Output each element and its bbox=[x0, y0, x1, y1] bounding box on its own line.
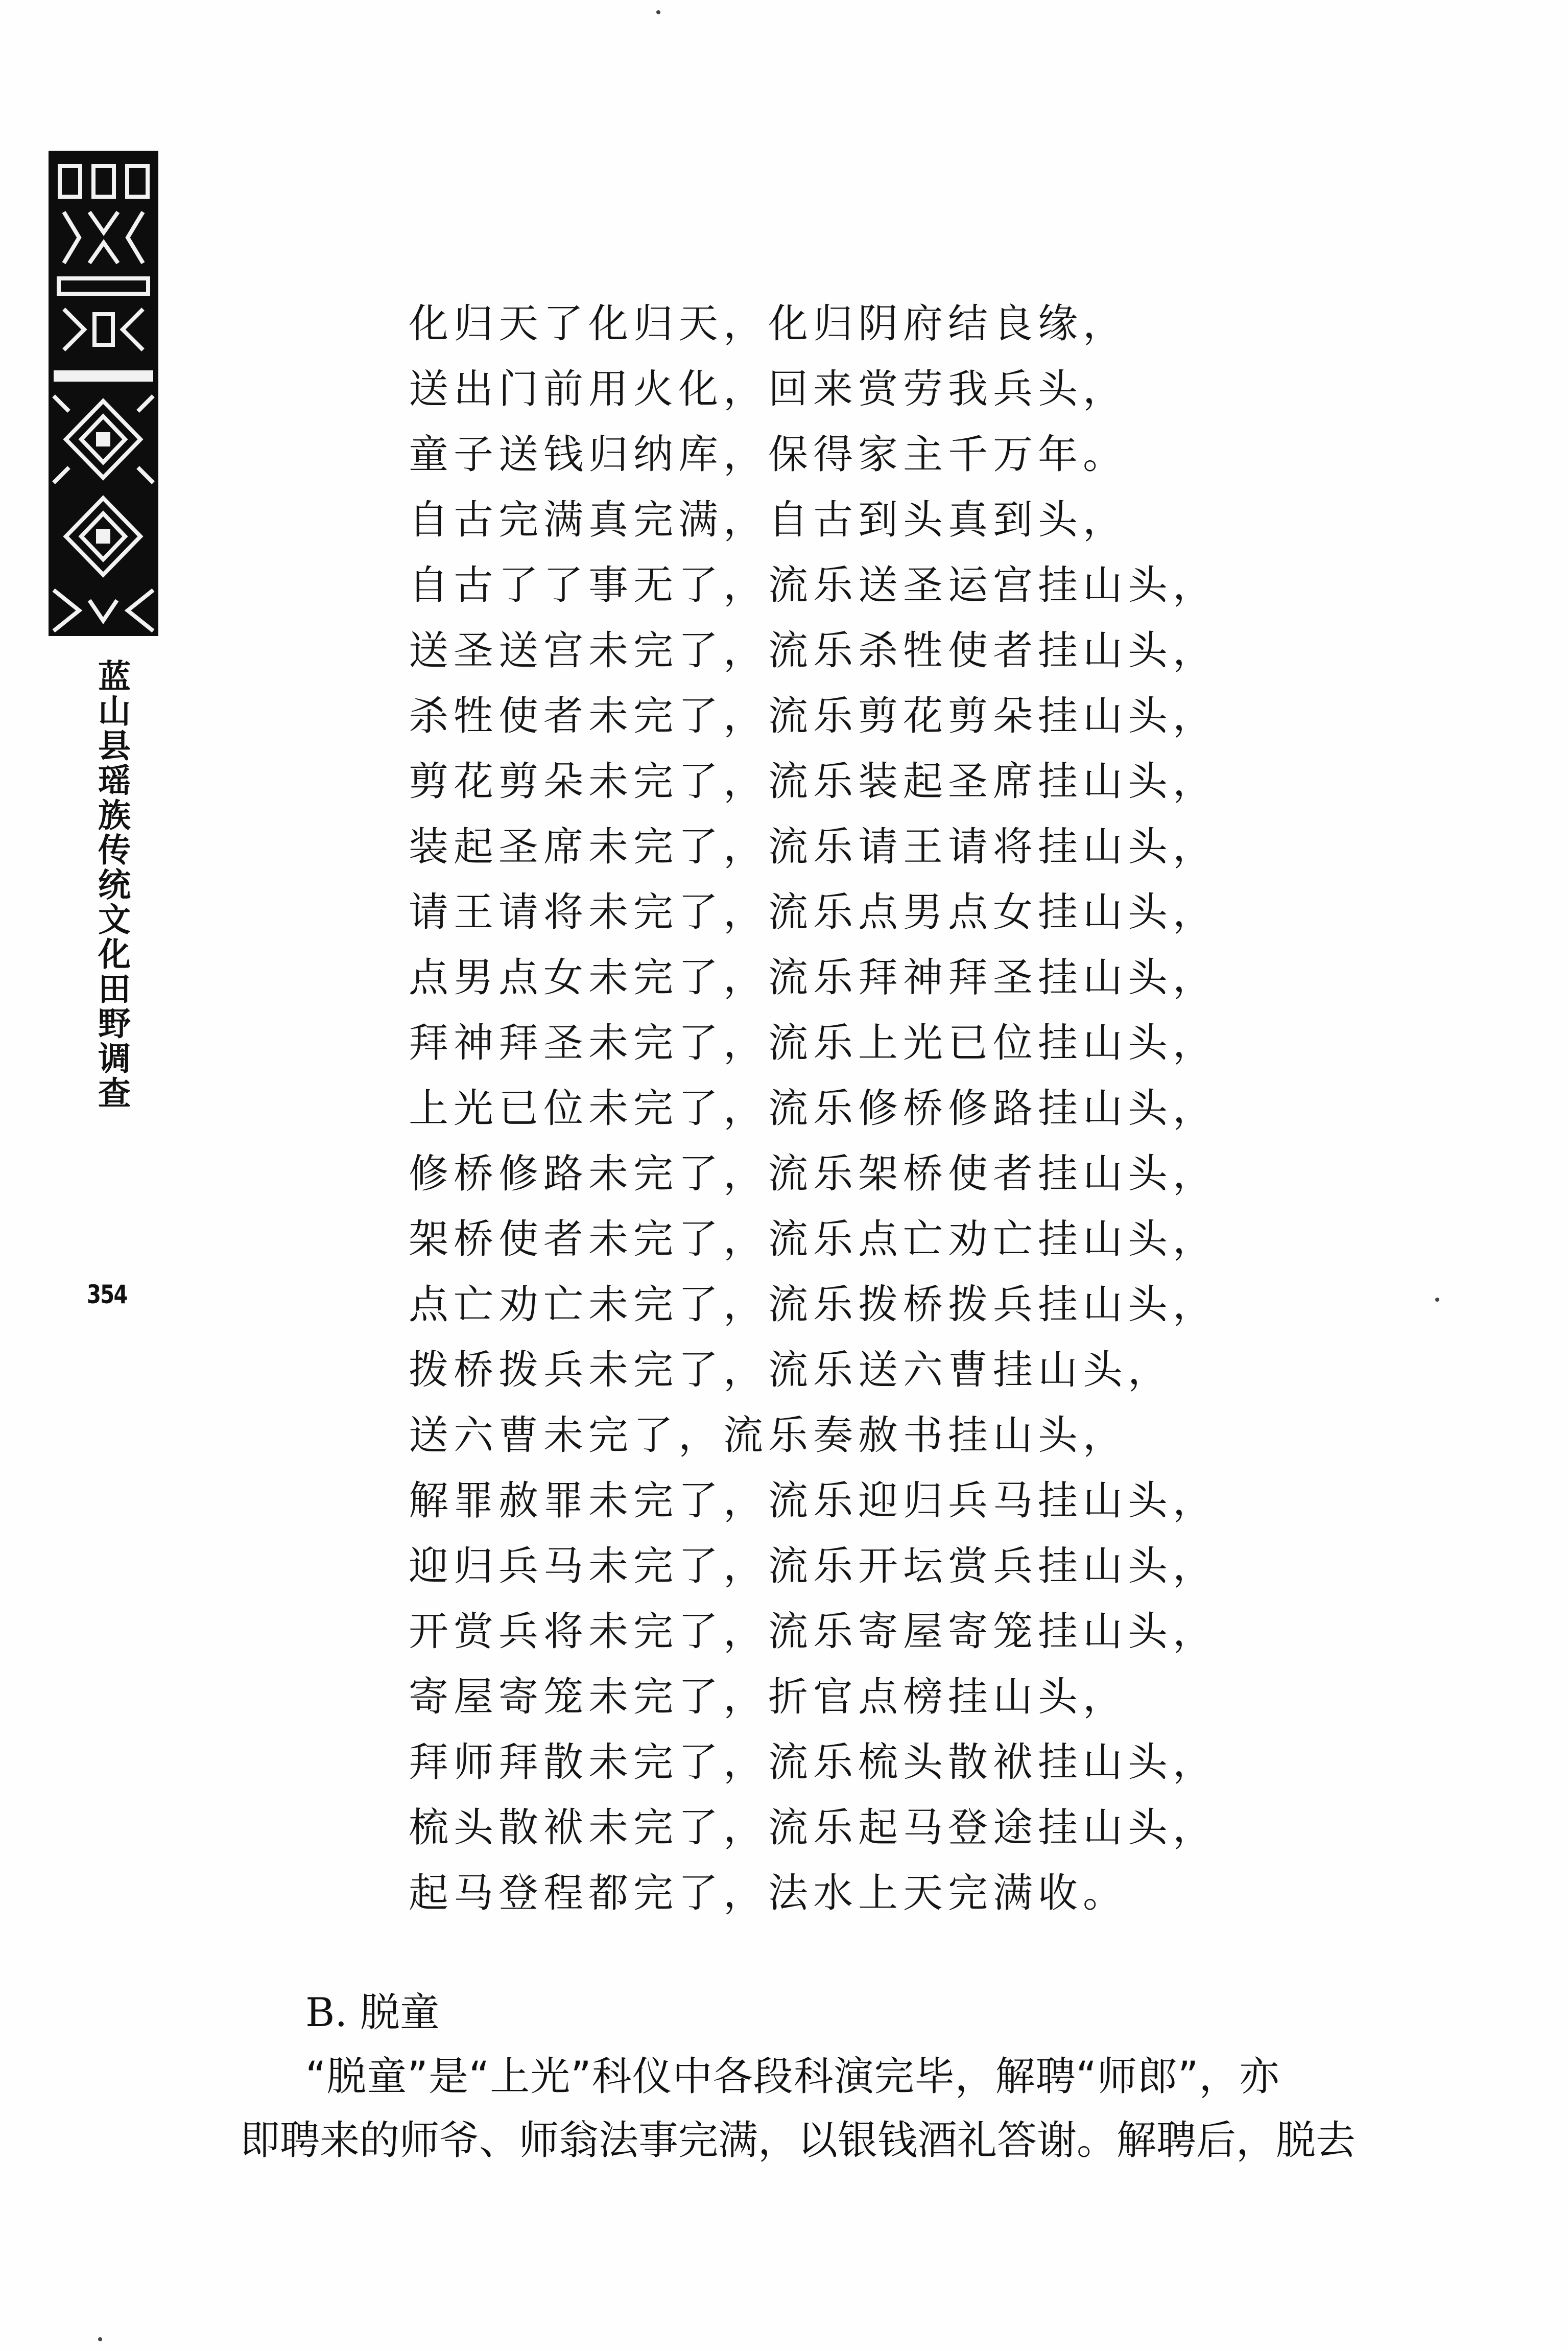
verse-line: 拜师拜散未完了，流乐梳头散袱挂山头， bbox=[409, 1739, 1218, 1785]
verse-line: 送圣送宫未完了，流乐杀牲使者挂山头， bbox=[409, 628, 1218, 674]
ritual-verse bbox=[409, 291, 1379, 1926]
verse-line: 送六曹未完了，流乐奏赦书挂山头， bbox=[409, 1413, 1128, 1459]
verse-line: 自古完满真完满，自古到头真到头， bbox=[409, 497, 1128, 543]
verse-line: 童子送钱归纳库，保得家主千万年。 bbox=[409, 432, 1128, 478]
verse-line: 开赏兵将未完了，流乐寄屋寄笼挂山头， bbox=[409, 1609, 1218, 1655]
section-heading: B. 脱童 bbox=[305, 1990, 440, 2036]
verse-line: 自古了了事无了，流乐送圣运宫挂山头， bbox=[409, 562, 1218, 608]
verse-line: 修桥修路未完了，流乐架桥使者挂山头， bbox=[409, 1151, 1218, 1197]
verse-line: 拨桥拨兵未完了，流乐送六曹挂山头， bbox=[409, 1347, 1173, 1393]
woven-pattern-graphic bbox=[49, 151, 158, 636]
verse-line: 装起圣席未完了，流乐请王请将挂山头， bbox=[409, 824, 1218, 870]
paragraph-line: 即聘来的师爷、师翁法事完满，以银钱酒礼答谢。解聘后，脱去 bbox=[240, 2118, 1356, 2164]
verse-line: 梳头散袱未完了，流乐起马登途挂山头， bbox=[409, 1805, 1218, 1851]
verse-line: 化归天了化归天，化归阴府结良缘， bbox=[409, 301, 1128, 347]
scan-speck bbox=[656, 10, 660, 14]
verse-line: 解罪赦罪未完了，流乐迎归兵马挂山头， bbox=[409, 1478, 1218, 1524]
verse-line: 剪花剪朵未完了，流乐装起圣席挂山头， bbox=[409, 759, 1218, 805]
woven-pattern-ornament bbox=[49, 151, 158, 636]
page-number: 354 bbox=[87, 1280, 127, 1309]
scan-speck bbox=[1435, 1298, 1439, 1302]
verse-line: 起马登程都完了，法水上天完满收。 bbox=[409, 1870, 1128, 1916]
verse-line: 点亡劝亡未完了，流乐拨桥拨兵挂山头， bbox=[409, 1282, 1218, 1328]
verse-line: 寄屋寄笼未完了，折官点榜挂山头， bbox=[409, 1674, 1128, 1720]
verse-line: 点男点女未完了，流乐拜神拜圣挂山头， bbox=[409, 955, 1218, 1001]
verse-line: 迎归兵马未完了，流乐开坛赏兵挂山头， bbox=[409, 1543, 1218, 1589]
verse-line: 拜神拜圣未完了，流乐上光已位挂山头， bbox=[409, 1020, 1218, 1066]
verse-line: 请王请将未完了，流乐点男点女挂山头， bbox=[409, 889, 1218, 935]
book-title-vertical: 蓝山县瑶族传统文化田野调查 bbox=[92, 659, 130, 1111]
verse-line: 杀牲使者未完了，流乐剪花剪朵挂山头， bbox=[409, 693, 1218, 739]
scan-speck bbox=[98, 2337, 102, 2341]
verse-line: 上光已位未完了，流乐修桥修路挂山头， bbox=[409, 1086, 1218, 1132]
paragraph-line: “脱童”是“上光”科仪中各段科演完毕，解聘“师郎”，亦 bbox=[305, 2054, 1280, 2100]
verse-line: 送出门前用火化，回来赏劳我兵头， bbox=[409, 366, 1128, 412]
verse-line: 架桥使者未完了，流乐点亡劝亡挂山头， bbox=[409, 1216, 1218, 1262]
